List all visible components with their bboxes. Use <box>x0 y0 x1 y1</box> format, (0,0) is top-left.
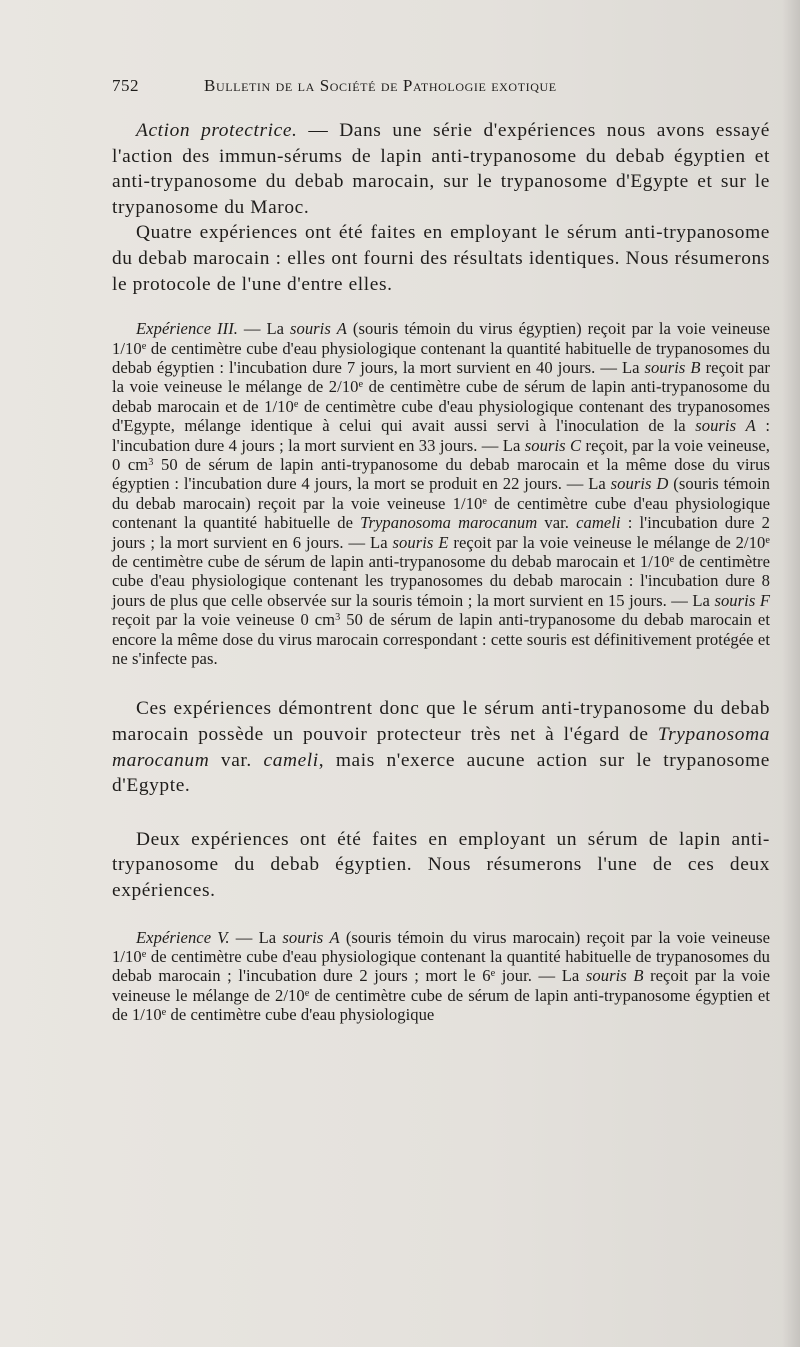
text: reçoit par la voie veineuse 0 cm <box>112 610 336 630</box>
text: reçoit, par la voie veineuse, 0 cm <box>112 435 771 474</box>
term: A <box>329 927 340 947</box>
running-head: Bulletin de la Société de Pathologie exotique <box>204 76 557 95</box>
term: D <box>656 474 669 494</box>
text: 50 de sérum de lapin anti-trypanosome du debab marocain et encore la même dose du virus marocain correspondant : cette souris est définitivement protégée et ne s'infecte pas. <box>112 610 770 669</box>
term: F <box>759 590 771 610</box>
text: — La <box>229 927 283 947</box>
term: souris <box>695 416 737 436</box>
term: A <box>745 416 756 436</box>
superscript: e <box>482 495 487 507</box>
paragraph-action-protectrice <box>112 118 770 220</box>
term: souris <box>644 357 686 377</box>
term: souris <box>524 435 566 455</box>
species-name: Trypanosoma marocanum <box>360 513 538 533</box>
text: reçoit par la voie veineuse le mélange de 2/10 <box>112 357 770 397</box>
text: de centimètre cube d'eau physiologique contenant la quantité habituelle de <box>112 493 770 533</box>
paragraph-two-experiments <box>112 827 770 904</box>
superscript: e <box>161 1007 167 1019</box>
superscript: e <box>765 534 771 546</box>
term: souris <box>289 319 331 339</box>
species-name: Trypanosoma marocanum <box>112 724 770 771</box>
term: C <box>570 435 582 455</box>
experiment-label-5: Expérience V. <box>136 927 230 947</box>
term: souris <box>714 590 756 610</box>
superscript: e <box>141 948 147 960</box>
text: reçoit par la voie veineuse le mélange de 2/10 <box>448 532 766 552</box>
term: souris <box>585 966 627 986</box>
text: : l'incubation dure 2 jours ; la mort survient en 6 jours. — La <box>112 513 770 552</box>
term: souris <box>610 474 652 494</box>
term: E <box>438 532 449 552</box>
experiment-label-3: Expérience III. <box>136 319 238 339</box>
text: jour. — La <box>495 966 586 986</box>
paragraph-conclusion <box>112 696 770 798</box>
text: de centimètre cube de sérum de lapin anti-trypanosome du debab marocain et de 1/10 <box>112 377 770 416</box>
paragraph-four-experiments <box>112 220 770 297</box>
superscript: e <box>358 379 364 391</box>
text: de centimètre cube d'eau physiologique contenant les trypanosomes du debab marocain : l'incubation dure 8 jours de plus que celle observée sur la souris témoin ; la mort survient en 15 jours. — La <box>112 552 770 610</box>
text: : l'incubation dure 4 jours ; la mort survient en 33 jours. — La <box>112 416 771 455</box>
paragraph-experience-5 <box>112 928 770 1025</box>
paragraph-experience-3 <box>112 319 770 668</box>
text: de centimètre cube de sérum de lapin anti-trypanosome du debab marocain et 1/10 <box>112 552 670 572</box>
superscript: 3 <box>148 456 154 468</box>
superscript: 3 <box>335 612 341 624</box>
term: A <box>336 319 347 339</box>
text: 50 de sérum de lapin anti-trypanosome du debab marocain et la même dose du virus égyptien : l'incubation dure 4 jours, la mort se produit en 22 jours. — La <box>112 455 770 494</box>
superscript: e <box>293 398 299 410</box>
text: (souris témoin du debab marocain) reçoit par la voie veineuse 1/10 <box>112 474 770 513</box>
page-number: 752 <box>112 76 139 95</box>
text: reçoit par la voie veineuse le mélange de 2/10 <box>112 966 770 1005</box>
article-body <box>112 118 770 1025</box>
text: — La <box>237 319 290 339</box>
text: Quatre expériences ont été faites en employant le sérum anti-trypanosome du debab marocain : elles ont fourni des résultats identiques. Nous résumerons le protocole de l'une d'entre elles. <box>112 222 770 295</box>
text: Ces expériences démontrent donc que le sérum anti-trypanosome du debab marocain possède un pouvoir protecteur très net à l'égard de <box>112 698 770 746</box>
term: souris <box>282 927 324 947</box>
superscript: e <box>669 553 675 565</box>
text: de centimètre cube d'eau physiologique contenant des trypanosomes d'Egypte, mélange identique à celui qui avait aussi servi à l'inoculation de la <box>112 396 770 436</box>
term: B <box>633 966 644 986</box>
page-header <box>112 76 772 102</box>
text: (souris témoin du virus marocain) reçoit par la voie veineuse 1/10 <box>112 927 770 967</box>
text: , mais n'exerce aucune action sur le trypanosome d'Egypte. <box>112 749 770 797</box>
text: var. <box>209 749 264 771</box>
text: de centimètre cube d'eau physiologique contenant la quantité habituelle de trypanosomes du debab égyptien : l'incubation dure 7 jours, la mort survient en 40 jours. — La <box>112 338 770 377</box>
term: souris <box>392 532 434 552</box>
superscript: e <box>141 340 147 352</box>
superscript: e <box>490 968 496 980</box>
text: Deux expériences ont été faites en employant un sérum de lapin anti-trypanosome du debab égyptien. Nous résumerons l'une de ces deux expériences. <box>112 828 770 902</box>
section-title-action-protectrice: Action protectrice. <box>136 120 298 141</box>
page-edge-shadow <box>782 0 800 1347</box>
superscript: e <box>304 987 310 999</box>
text: de centimètre cube d'eau physiologique contenant la quantité habituelle de trypanosomes du debab marocain ; l'incubation dure 2 jours ; mort le 6 <box>112 947 770 986</box>
text: var. <box>537 513 577 533</box>
variety-name: cameli <box>576 513 621 533</box>
text: — Dans une série d'expériences nous avons essayé l'action des immun-sérums de lapin anti-trypanosome du debab égyptien et anti-trypanosome du debab marocain, sur le trypanosome d'Egypte et sur le trypanosome du Maroc. <box>112 120 771 218</box>
variety-name: cameli <box>263 749 319 771</box>
text: de centimètre cube de sérum de lapin anti-trypanosome égyptien et de 1/10 <box>112 985 771 1025</box>
text: (souris témoin du virus égyptien) reçoit par la voie veineuse 1/10 <box>112 319 770 358</box>
term: B <box>690 357 701 377</box>
text: de centimètre cube d'eau physiologique <box>166 1005 435 1025</box>
